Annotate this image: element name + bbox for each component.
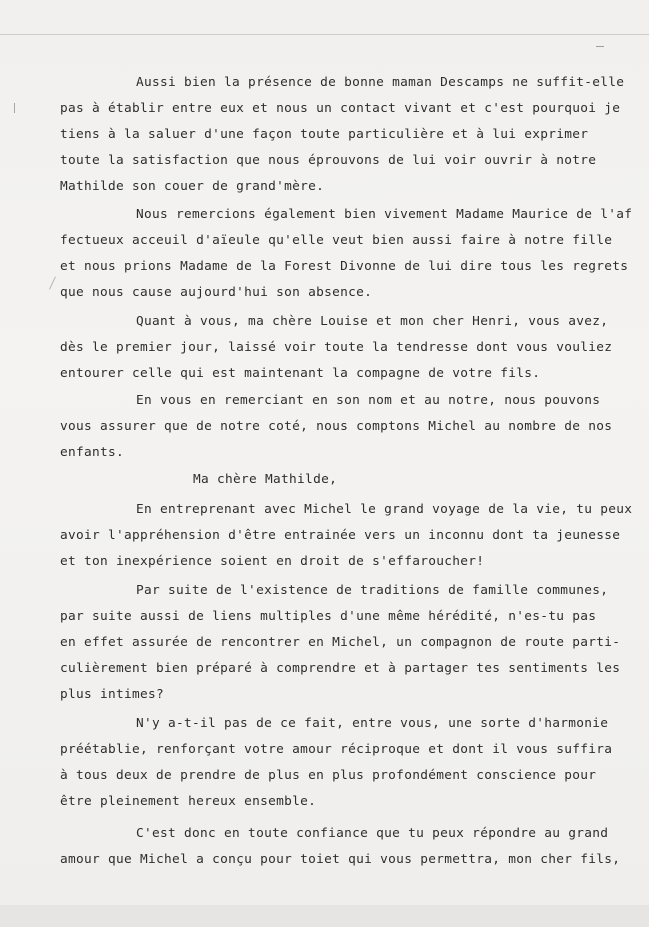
text-line: préétablie, renforçant votre amour réciproque et dont il vous suffira xyxy=(60,742,613,757)
text-line: fectueux acceuil d'aïeule qu'elle veut bien aussi faire à notre fille xyxy=(60,233,613,248)
margin-mark xyxy=(596,46,604,47)
text-line: C'est donc en toute confiance que tu peux répondre au grand xyxy=(136,826,609,841)
margin-mark xyxy=(14,103,15,113)
text-line: à tous deux de prendre de plus en plus profondément conscience pour xyxy=(60,768,597,783)
text-line: Mathilde son couer de grand'mère. xyxy=(60,179,325,194)
text-line: pas à établir entre eux et nous un contact vivant et c'est pourquoi je xyxy=(60,101,621,116)
text-line: En vous en remerciant en son nom et au notre, nous pouvons xyxy=(136,393,601,408)
text-line: Par suite de l'existence de traditions de famille communes, xyxy=(136,583,609,598)
text-line: dès le premier jour, laissé voir toute la tendresse dont vous vouliez xyxy=(60,340,613,355)
margin-mark xyxy=(49,276,56,289)
page-bottom-edge xyxy=(0,905,649,927)
text-line: vous assurer que de notre coté, nous comptons Michel au nombre de nos xyxy=(60,419,613,434)
text-line: N'y a-t-il pas de ce fait, entre vous, une sorte d'harmonie xyxy=(136,716,609,731)
text-line: Aussi bien la présence de bonne maman Descamps ne suffit-elle xyxy=(136,75,625,90)
text-line: être pleinement hereux ensemble. xyxy=(60,794,317,809)
text-line: Quant à vous, ma chère Louise et mon cher Henri, vous avez, xyxy=(136,314,609,329)
text-line: toute la satisfaction que nous éprouvons de lui voir ouvrir à notre xyxy=(60,153,597,168)
text-line: que nous cause aujourd'hui son absence. xyxy=(60,285,373,300)
text-line: avoir l'appréhension d'être entrainée vers un inconnu dont ta jeunesse xyxy=(60,528,621,543)
text-line: par suite aussi de liens multiples d'une même hérédité, n'es-tu pas xyxy=(60,609,597,624)
text-line: entourer celle qui est maintenant la compagne de votre fils. xyxy=(60,366,541,381)
text-line: plus intimes? xyxy=(60,687,165,702)
text-line: culièrement bien préparé à comprendre et à partager tes sentiments les xyxy=(60,661,621,676)
page-top-edge xyxy=(0,34,649,35)
text-line: et ton inexpérience soient en droit de s'effaroucher! xyxy=(60,554,485,569)
text-line: et nous prions Madame de la Forest Divonne de lui dire tous les regrets xyxy=(60,259,629,274)
salutation: Ma chère Mathilde, xyxy=(193,472,338,487)
text-line: En entreprenant avec Michel le grand voyage de la vie, tu peux xyxy=(136,502,633,517)
text-line: Nous remercions également bien vivement Madame Maurice de l'af xyxy=(136,207,633,222)
text-line: amour que Michel a conçu pour toiet qui vous permettra, mon cher fils, xyxy=(60,852,621,867)
text-line: en effet assurée de rencontrer en Michel, un compagnon de route parti- xyxy=(60,635,621,650)
text-line: tiens à la saluer d'une façon toute particulière et à lui exprimer xyxy=(60,127,589,142)
text-line: enfants. xyxy=(60,445,125,460)
